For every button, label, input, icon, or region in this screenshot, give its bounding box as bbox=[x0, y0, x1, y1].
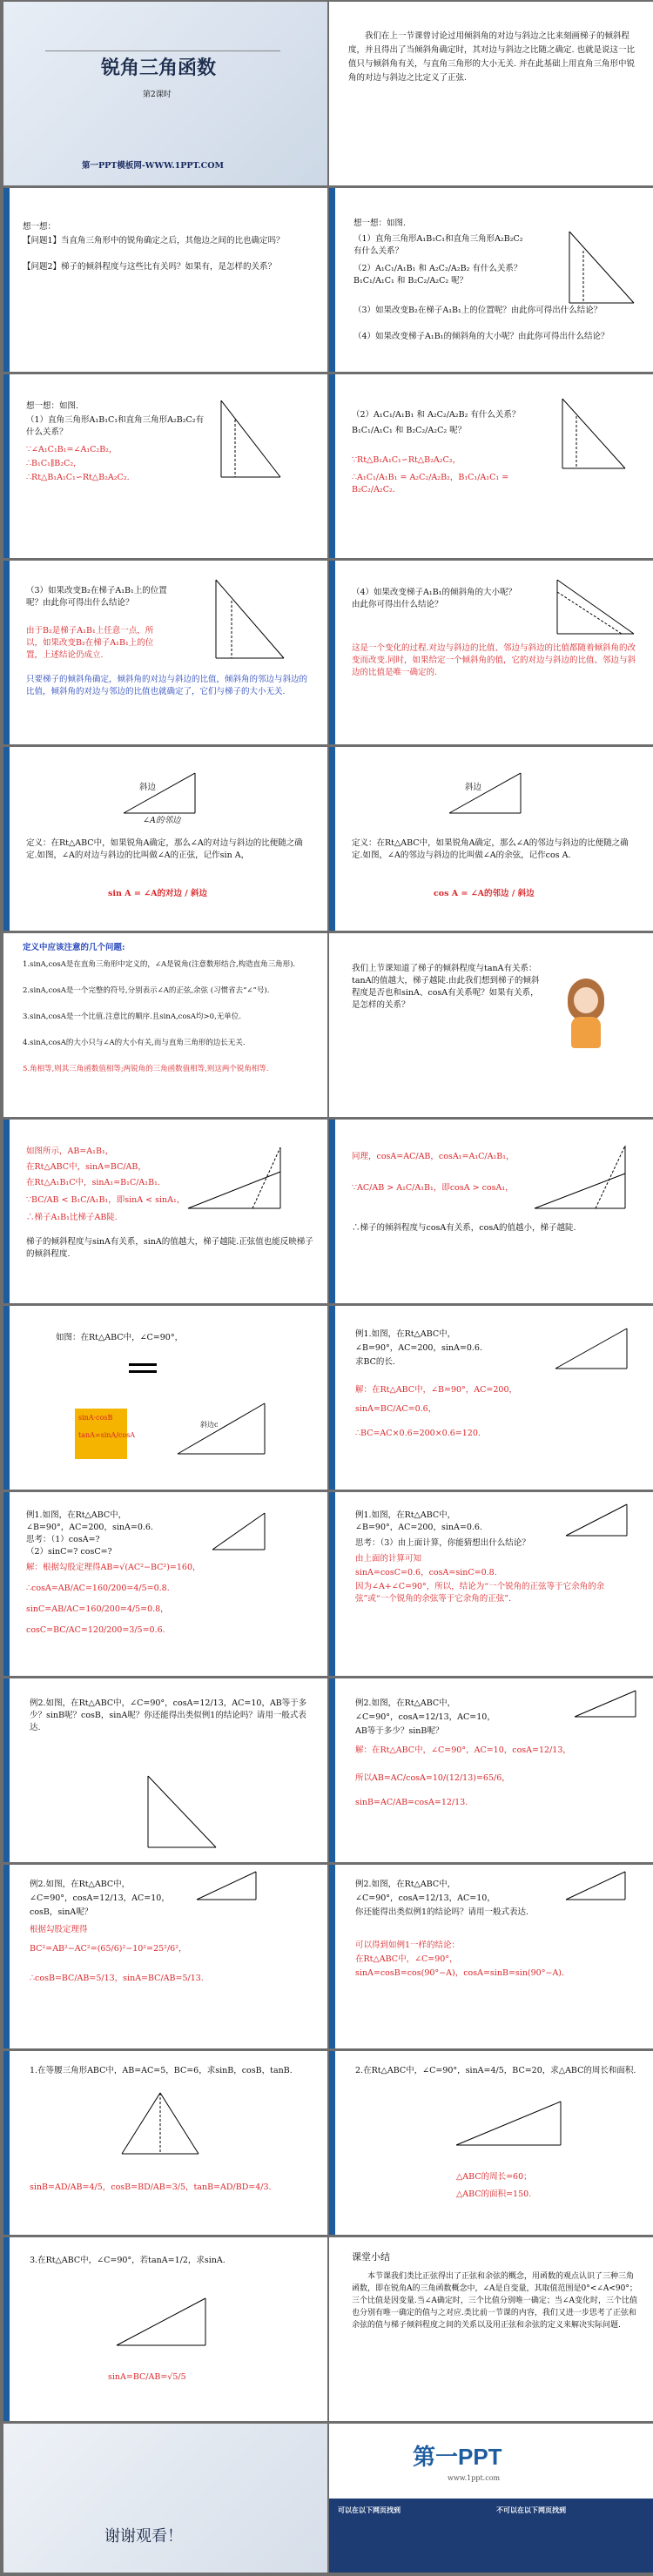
title: 课堂小结 bbox=[352, 2251, 390, 2263]
text: （2）A₁C₁/A₁B₁ 和 A₂C₂/A₂B₂ 有什么关系？ bbox=[352, 410, 521, 420]
slide-10 bbox=[329, 747, 653, 931]
text: ∵AC/AB > A₁C/A₁B₁，即cosA > cosA₁， bbox=[352, 1183, 514, 1193]
text: △ABC的周长=60； bbox=[456, 2172, 532, 2182]
text: 不可以在以下网页找到 bbox=[496, 2505, 566, 2514]
text: △ABC的面积=150. bbox=[456, 2189, 532, 2199]
text: 这是一个变化的过程.对边与斜边的比值、邻边与斜边的比值都随着倾斜角的改变而改变.同时，如果给定一个倾斜角的值，它的对边与斜边的比值、邻边与斜边的比值是唯一确定的. bbox=[352, 643, 636, 677]
thanks-text: 谢谢观看！ bbox=[104, 2527, 183, 2546]
text: tanA=sinA/cosA bbox=[78, 1431, 136, 1439]
label: 斜边 bbox=[465, 783, 482, 792]
text: 例2.如图，在Rt△ABC中， bbox=[355, 1880, 456, 1889]
list-item: 4.sinA,cosA的大小只与∠A的大小有关,而与直角三角形的边长无关. bbox=[23, 1039, 246, 1047]
text: 想一想：如图. bbox=[353, 219, 407, 228]
list-item: 1.sinA,cosA是在直角三角形中定义的，∠A是锐角(注意数形结合,构造直角三角形). bbox=[23, 960, 296, 969]
text: 2.在Rt△ABC中，∠C=90°，sinA=4/5，BC=20，求△ABC的周长和面积. bbox=[355, 2066, 636, 2075]
slide-1-title bbox=[3, 2, 327, 185]
text: 解：根据勾股定理得AB=√(AC²−BC²)=160， bbox=[26, 1563, 201, 1572]
text: ∴Rt△B₁A₁C₁∽Rt△B₂A₂C₂. bbox=[26, 473, 130, 482]
text: 求BC的长. bbox=[355, 1357, 395, 1367]
slide-11 bbox=[3, 933, 327, 1117]
text: sinC=AB/AC=160/200=4/5=0.8， bbox=[26, 1604, 169, 1614]
slide-3 bbox=[3, 188, 327, 372]
text: ∠B=90°，AC=200，sinA=0.6. bbox=[355, 1523, 482, 1532]
text: sinA=BC/AC=0.6， bbox=[355, 1404, 437, 1414]
title: 锐角三角函数 bbox=[101, 57, 217, 79]
text: ∴cosA=AB/AC=160/200=4/5=0.8. bbox=[26, 1584, 170, 1593]
slide-9 bbox=[3, 747, 327, 931]
text: ∠B=90°，AC=200，sinA=0.6. bbox=[26, 1523, 153, 1532]
text: 可以得到如例1一样的结论： bbox=[355, 1940, 461, 1950]
text: ∴梯子A₁B₁比梯子AB陡. bbox=[26, 1213, 118, 1222]
text: sinA=cosC=0.6，cosA=sinC=0.8. bbox=[355, 1568, 497, 1577]
slide-22 bbox=[329, 1865, 653, 2048]
slide-8 bbox=[329, 561, 653, 744]
text: 解：在Rt△ABC中，∠C=90°，AC=10，cosA=12/13， bbox=[355, 1745, 571, 1755]
text: 【问题1】当直角三角形中的锐角确定之后，其他边之间的比也确定吗？ bbox=[23, 236, 285, 245]
slide-18 bbox=[329, 1492, 653, 1676]
text: AB等于多少？sinB呢？ bbox=[355, 1726, 444, 1736]
text: 例2.如图，在Rt△ABC中，∠C=90°，cosA=12/13，AC=10，AB等于多少？sinB呢？cosB，sinA呢？你还能得出类似例1的结论吗？请用一般式表达. bbox=[30, 1698, 307, 1732]
text: 在Rt△A₁B₁C中，sinA₁=B₁C/A₁B₁. bbox=[26, 1178, 160, 1187]
text: （4）如果改变梯子A₁B₁的倾斜角的大小呢？由此你可得出什么结论？ bbox=[352, 588, 517, 609]
text: 你还能得出类似例1的结论吗？请用一般式表达. bbox=[355, 1907, 529, 1917]
text: 如图：在Rt△ABC中，∠C=90°， bbox=[56, 1333, 184, 1342]
text: sinA=cosB=cos(90°−A)，cosA=sinB=sin(90°−A). bbox=[355, 1968, 565, 1978]
slide-14 bbox=[329, 1120, 653, 1303]
text: （1）直角三角形A₁B₁C₁和直角三角形A₂B₂C₂有什么关系？ bbox=[353, 234, 523, 256]
slide-15 bbox=[3, 1306, 327, 1490]
text: （4）如果改变梯子A₁B₁的倾斜角的大小呢？由此你可得出什么结论？ bbox=[353, 332, 609, 341]
text: sinB=AD/AB=4/5，cosB=BD/AB=3/5，tanB=AD/BD=4/3. bbox=[30, 2183, 272, 2192]
slide-26 bbox=[329, 2237, 653, 2421]
slide-28-ad bbox=[329, 2424, 653, 2573]
slide-17 bbox=[3, 1492, 327, 1676]
text: 思考：（3）由上面计算，你能猜想出什么结论？ bbox=[355, 1538, 530, 1548]
slide-25 bbox=[3, 2237, 327, 2421]
text: 【问题2】梯子的倾斜程度与这些比有关吗？如果有，是怎样的关系？ bbox=[23, 262, 277, 272]
formula: cos A = ∠A的邻边 / 斜边 bbox=[434, 889, 535, 898]
text: 我们在上一节课曾讨论过用倾斜角的对边与斜边之比来刻画梯子的倾斜程度，并且得出了当倾斜角确定时，其对边与斜边之比随之确定. 也就是说这一比值只与倾斜角有关，与直角三角形的大小无关. 并在此基础上用直角三角形中锐角的对边与斜边之比定义了正弦. bbox=[348, 31, 636, 83]
text: （3）如果改变B₂在梯子A₁B₁上的位置呢？由此你可得出什么结论？ bbox=[26, 586, 167, 608]
text: sinA=BC/AB=√5/5 bbox=[108, 2372, 186, 2382]
text: 在Rt△ABC中，∠C=90°， bbox=[355, 1954, 458, 1964]
text: ∴BC=AC×0.6=200×0.6=120. bbox=[355, 1429, 481, 1438]
text: cosB，sinA呢？ bbox=[30, 1907, 93, 1917]
title: 定义中应该注意的几个问题: bbox=[23, 943, 125, 952]
girl-illustration bbox=[562, 979, 609, 1048]
text: sinB=AC/AB=cosA=12/13. bbox=[355, 1798, 468, 1807]
text: 如图所示，AB=A₁B₁， bbox=[26, 1147, 114, 1156]
text: ∵BC/AB < B₁C/A₁B₁，即sinA < sinA₁， bbox=[26, 1195, 185, 1205]
text: 可以在以下网页找到 bbox=[338, 2505, 401, 2514]
text: （3）如果改变B₂在梯子A₁B₁上的位置呢？由此你可得出什么结论？ bbox=[353, 306, 603, 315]
text: ∠C=90°，cosA=12/13，AC=10， bbox=[30, 1893, 170, 1903]
text: 例1.如图，在Rt△ABC中， bbox=[355, 1329, 456, 1339]
text: sinA·cosB bbox=[78, 1414, 113, 1422]
list-item: 5.角相等,则其三角函数值相等;两锐角的三角函数值相等,则这两个锐角相等. bbox=[23, 1065, 269, 1073]
website[interactable]: www.1ppt.com bbox=[448, 2474, 501, 2482]
label: 斜边 bbox=[139, 783, 157, 792]
text: cosC=BC/AC=120/200=3/5=0.6. bbox=[26, 1625, 165, 1635]
text: （2）A₁C₁/A₁B₁ 和 A₂C₂/A₂B₂ 有什么关系？B₁C₁/A₁C₁ 和 B₂C₂/A₂C₂ 呢？ bbox=[353, 264, 522, 286]
slide-2 bbox=[329, 2, 653, 185]
text: 本节课我们类比正弦得出了正弦和余弦的概念，用函数的观点认识了三种三角函数，即在锐角A的三角函数概念中，∠A是自变量，其取值范围是0°<∠A<90°；三个比值是因变量.当∠A确定时，三个比值分别唯一确定；当∠A变化时，三个比值也分别有唯一确定的值与之对应.类比前一节课的内容，我们又进一步思考了正弦和余弦的值与梯子倾斜程度之间的关系以及用正弦和余弦的定义来解决实际问题. bbox=[352, 2272, 637, 2330]
text: 所以AB=AC/cosA=10/(12/13)=65/6， bbox=[355, 1773, 510, 1783]
slide-7 bbox=[3, 561, 327, 744]
slide-12 bbox=[329, 933, 653, 1117]
text: 例2.如图，在Rt△ABC中， bbox=[30, 1880, 131, 1889]
text: 因为∠A+∠C=90°，所以，结论为“一个锐角的正弦等于它余角的余弦”或“一个锐角的余弦等于它余角的正弦”. bbox=[355, 1582, 605, 1604]
slide-23 bbox=[3, 2051, 327, 2235]
text: ∴梯子的倾斜程度与cosA有关系，cosA的值越小，梯子越陡. bbox=[352, 1223, 576, 1233]
text: 我们上节课知道了梯子的倾斜程度与tanA有关系：tanA的值越大，梯子越陡.由此我们想到梯子的倾斜程度是否也和sinA、cosA有关系呢？如果有关系，是怎样的关系？ bbox=[352, 964, 540, 1010]
slide-24 bbox=[329, 2051, 653, 2235]
text: 定义：在Rt△ABC中，如果锐角A确定，那么∠A的对边与斜边的比便随之确定.如图，∠A的对边与斜边的比叫做∠A的正弦，记作sin A， bbox=[26, 838, 303, 860]
text: 解：在Rt△ABC中，∠B=90°，AC=200， bbox=[355, 1385, 518, 1395]
text: ∵Rt△B₁A₁C₁∽Rt△B₂A₂C₂， bbox=[352, 455, 461, 465]
slide-20 bbox=[329, 1678, 653, 1862]
list-item: 3.sinA,cosA是一个比值.注意比的顺序.且sinA,cosA均>0,无单位. bbox=[23, 1012, 241, 1021]
text: 例1.如图，在Rt△ABC中， bbox=[355, 1510, 456, 1520]
subtitle: 第2课时 bbox=[143, 91, 172, 99]
text: 同理，cosA=AC/AB，cosA₁=A₁C/A₁B₁， bbox=[352, 1152, 515, 1161]
website: 第一PPT模板网-WWW.1PPT.COM bbox=[82, 161, 225, 171]
text: 在Rt△ABC中，sinA=BC/AB， bbox=[26, 1162, 146, 1172]
text: ∠C=90°，cosA=12/13，AC=10， bbox=[355, 1893, 495, 1903]
text: 1.在等腰三角形ABC中，AB=AC=5，BC=6，求sinB，cosB，tanB. bbox=[30, 2066, 293, 2075]
logo: 第一PPT bbox=[413, 2444, 502, 2470]
text: 梯子的倾斜程度与sinA有关系，sinA的值越大，梯子越陡.正弦值也能反映梯子的倾斜程度. bbox=[26, 1237, 313, 1259]
slide-5 bbox=[3, 374, 327, 558]
slide-4 bbox=[329, 188, 653, 372]
text: ∴B₁C₁∥B₂C₂， bbox=[26, 459, 82, 468]
text: 思考：（1）cosA=? bbox=[26, 1535, 100, 1544]
text: 想一想： bbox=[23, 222, 57, 232]
text: 例1.如图，在Rt△ABC中， bbox=[26, 1510, 127, 1520]
label: 斜边c bbox=[200, 1421, 219, 1429]
text: 根据勾股定理得 bbox=[30, 1925, 88, 1934]
text: ∴A₁C₁/A₁B₁ = A₂C₂/A₂B₂，B₁C₁/A₁C₁ = B₂C₂/A₂C₂. bbox=[352, 473, 509, 494]
text: ∴cosB=BC/AB=5/13，sinA=BC/AB=5/13. bbox=[30, 1974, 204, 1983]
slide-19 bbox=[3, 1678, 327, 1862]
text: （2）sinC=? cosC=? bbox=[26, 1547, 112, 1557]
text: BC²=AB²−AC²=(65/6)²−10²=25²/6²， bbox=[30, 1944, 187, 1954]
slide-27-thanks bbox=[3, 2424, 327, 2573]
text: 定义：在Rt△ABC中，如果锐角A确定，那么∠A的邻边与斜边的比便随之确定.如图，∠A的邻边与斜边的比叫做∠A的余弦，记作cos A. bbox=[352, 838, 629, 860]
list-item: 2.sinA,cosA是一个完整的符号,分别表示∠A的正弦,余弦 (习惯省去“∠”号). bbox=[23, 986, 270, 995]
text: （1）直角三角形A₁B₁C₁和直角三角形A₂B₂C₂有什么关系？ bbox=[26, 415, 205, 437]
text: 只要梯子的倾斜角确定，倾斜角的对边与斜边的比值，倾斜角的邻边与斜边的比值，倾斜角的对边与邻边的比值也就确定了，它们与梯子的大小无关. bbox=[26, 675, 308, 696]
slide-13 bbox=[3, 1120, 327, 1303]
text: 3.在Rt△ABC中，∠C=90°，若tanA=1/2，求sinA. bbox=[30, 2256, 226, 2265]
text: 由上面的计算可知 bbox=[355, 1554, 422, 1564]
slide-16 bbox=[329, 1306, 653, 1490]
text: 由于B₂是梯子A₁B₁上任意一点，所以，如果改变B₂在梯子A₁B₁上的位置，上述结论仍成立. bbox=[26, 626, 154, 660]
text: ∵∠A₁C₁B₁=∠A₁C₂B₂， bbox=[26, 445, 118, 454]
slide-6 bbox=[329, 374, 653, 558]
text: ∠C=90°，cosA=12/13，AC=10， bbox=[355, 1712, 495, 1722]
formula: sin A = ∠A的对边 / 斜边 bbox=[108, 889, 208, 898]
label: ∠A的邻边 bbox=[143, 816, 181, 825]
text: 例2.如图，在Rt△ABC中， bbox=[355, 1698, 456, 1708]
slide-21 bbox=[3, 1865, 327, 2048]
text: 想一想：如图. bbox=[26, 401, 79, 411]
text: ∠B=90°，AC=200，sinA=0.6. bbox=[355, 1343, 482, 1353]
text: B₁C₁/A₁C₁ 和 B₂C₂/A₂C₂ 呢？ bbox=[352, 426, 467, 435]
